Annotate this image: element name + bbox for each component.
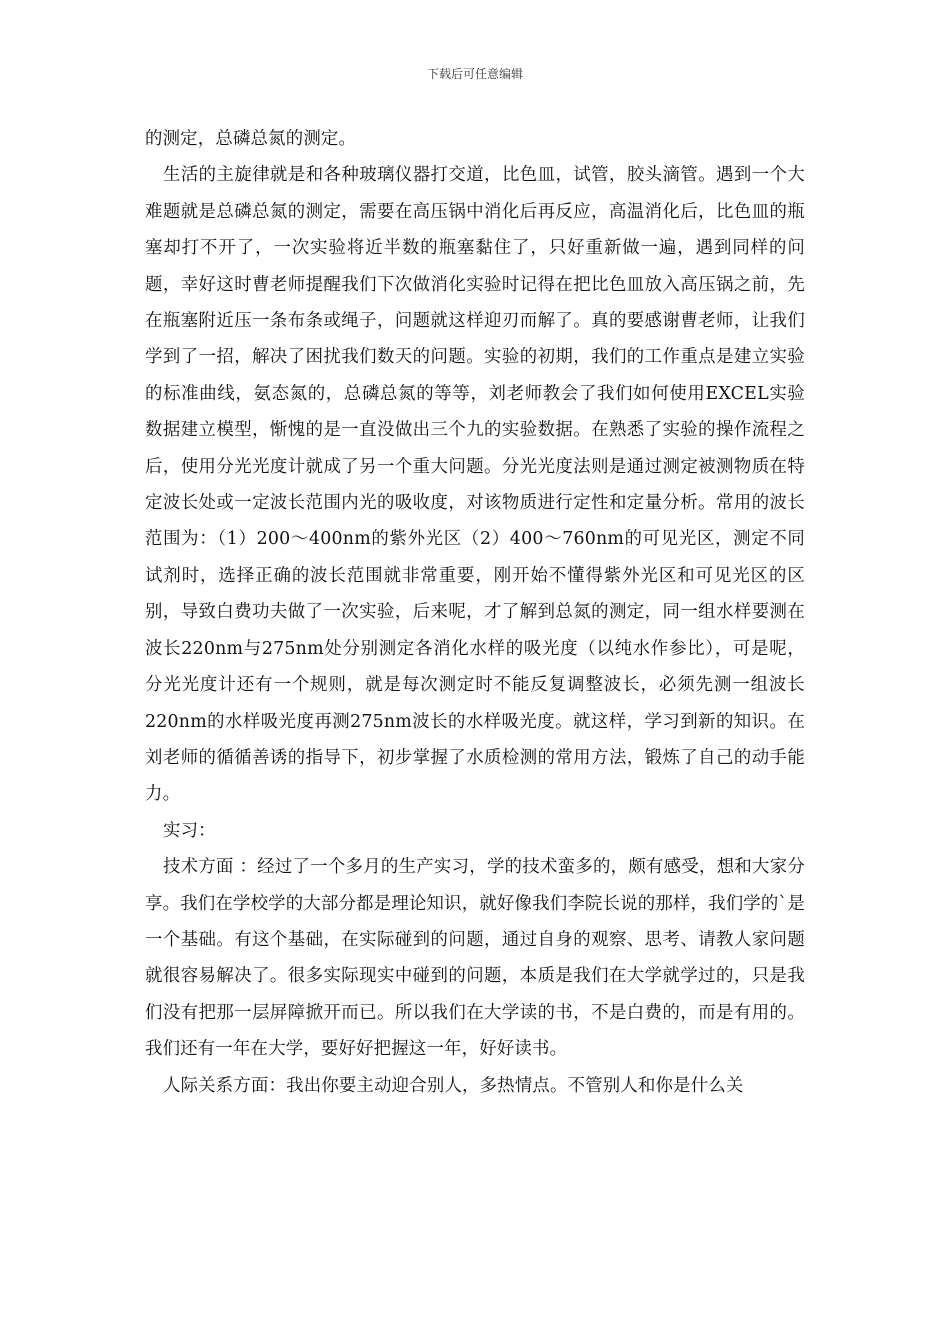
paragraph-2: 生活的主旋律就是和各种玻璃仪器打交道，比色皿，试管，胶头滴管。遇到一个大难题就是总磷总氮的测定，需要在高压锅中消化后再反应，高温消化后，比色皿的瓶塞却打不开了，一次实验将近半数的瓶塞黏住了，只好重新做一遍，遇到同样的问题，幸好这时曹老师提醒我们下次做消化实验时记得在把比色皿放入高压锅之前，先在瓶塞附近压一条布条或绳子，问题就这样迎刃而解了。真的要感谢曹老师，让我们学到了一招，解决了困扰我们数天的问题。实验的初期，我们的工作重点是建立实验的标准曲线，氨态氮的，总磷总氮的等等，刘老师教会了我们如何使用EXCEL实验数据建立模型，惭愧的是一直没做出三个九的实验数据。在熟悉了实验的操作流程之后，使用分光光度计就成了另一个重大问题。分光光度法则是通过测定被测物质在特定波长处或一定波长范围内光的吸收度，对该物质进行定性和定量分析。常用的波长范围为：（1）200～400nm的紫外光区（2）400～760nm的可见光区，测定不同试剂时，选择正确的波长范围就非常重要，刚开始不懂得紫外光区和可见光区的区别，导致白费功夫做了一次实验，后来呢，才了解到总氮的测定，同一组水样要测在波长220nm与275nm处分别测定各消化水样的吸光度（以纯水作参比），可是呢，分光光度计还有一个规则，就是每次测定时不能反复调整波长，必须先测一组波长220nm的水样吸光度再测275nm波长的水样吸光度。就这样，学习到新的知识。在刘老师的循循善诱的指导下，初步掌握了水质检测的常用方法，锻炼了自己的动手能力。	[145, 165, 805, 805]
paragraph-3-heading: 实习：	[163, 820, 216, 841]
page-header: 下载后可任意编辑	[426, 67, 523, 81]
paragraph-5: 人际关系方面：我出你要主动迎合别人，多热情点。不管别人和你是什么关	[163, 1075, 744, 1096]
document-body	[145, 121, 805, 1104]
paragraph-4: 技术方面 ：经过了一个多月的生产实习，学的技术蛮多的，颇有感受，想和大家分享。我们在学校学的大部分都是理论知识，就好像我们李院长说的那样，我们学的`是一个基础。有这个基础，在实际碰到的问题，通过自身的观察、思考、请教人家问题就很容易解决了。很多实际现实中碰到的问题，本质是我们在大学就学过的，只是我们没有把那一层屏障掀开而已。所以我们在大学读的书，不是白费的，而是有用的。我们还有一年在大学，要好好把握这一年，好好读书。	[145, 857, 805, 1060]
paragraph-1: 的测定，总磷总氮的测定。	[145, 129, 357, 149]
